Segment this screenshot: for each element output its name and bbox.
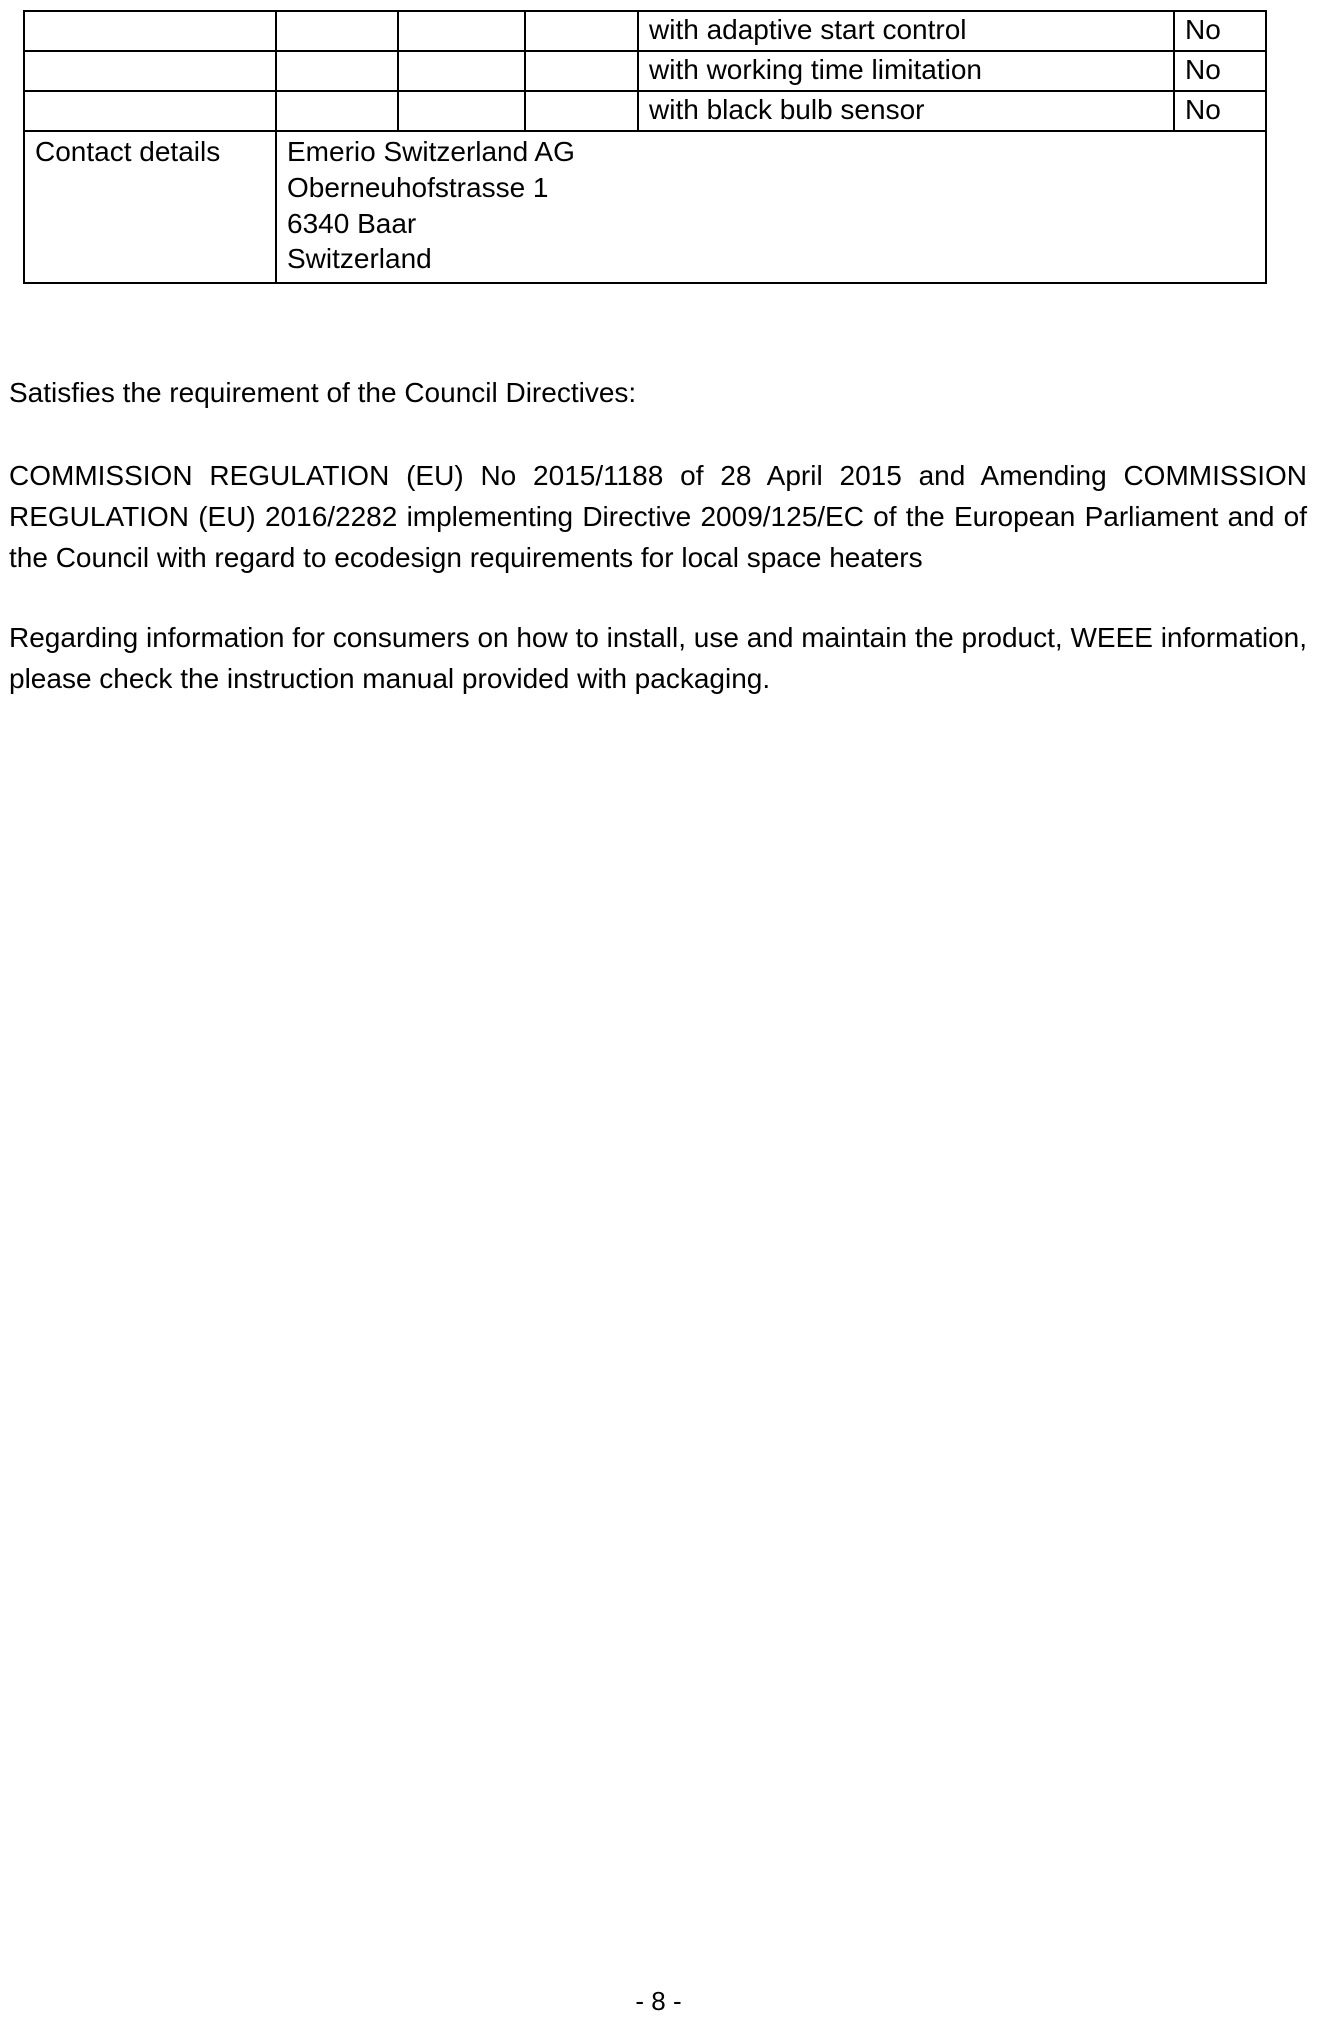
value-cell: No xyxy=(1174,11,1266,51)
table-row xyxy=(24,11,1266,51)
table-cell-empty xyxy=(398,91,525,131)
table-cell-empty xyxy=(24,11,276,51)
value-cell: No xyxy=(1174,51,1266,91)
address-line-city: 6340 Baar xyxy=(287,207,417,239)
table-cell-empty xyxy=(276,91,398,131)
table-cell-empty xyxy=(276,11,398,51)
table-row xyxy=(24,51,1266,91)
table-row xyxy=(24,91,1266,131)
table-cell-empty xyxy=(24,51,276,91)
table-cell-empty xyxy=(398,51,525,91)
address-line-street: Oberneuhofstrasse 1 xyxy=(287,171,549,203)
regulation-paragraph: COMMISSION REGULATION (EU) No 2015/1188 of 28 April 2015 and Amending COMMISSION REGULATION (EU) 2016/2282 implementing Directive 2009/125/EC of the European Parliament and of the Council with regard to ecodesign requirements for local space heaters xyxy=(9,460,1307,573)
table-cell-empty xyxy=(525,11,638,51)
contact-address xyxy=(276,131,1266,283)
contact-label: Contact details xyxy=(24,131,276,283)
contact-row xyxy=(24,131,1266,283)
spec-table xyxy=(23,10,1267,284)
table-cell-empty xyxy=(398,11,525,51)
feature-cell: with working time limitation xyxy=(638,51,1174,91)
page-number: - 8 - xyxy=(635,1986,682,2016)
feature-cell: with black bulb sensor xyxy=(638,91,1174,131)
table-cell-empty xyxy=(525,51,638,91)
regarding-paragraph: Regarding information for consumers on how to install, use and maintain the product, WEEE information, please check the instruction manual provided with packaging. xyxy=(9,622,1307,694)
address-line-country: Switzerland xyxy=(287,243,432,275)
value-cell: No xyxy=(1174,91,1266,131)
satisfies-paragraph: Satisfies the requirement of the Council Directives: xyxy=(9,377,637,408)
feature-cell: with adaptive start control xyxy=(638,11,1174,51)
table-cell-empty xyxy=(24,91,276,131)
table-cell-empty xyxy=(276,51,398,91)
address-line-company: Emerio Switzerland AG xyxy=(287,136,575,167)
table-cell-empty xyxy=(525,91,638,131)
